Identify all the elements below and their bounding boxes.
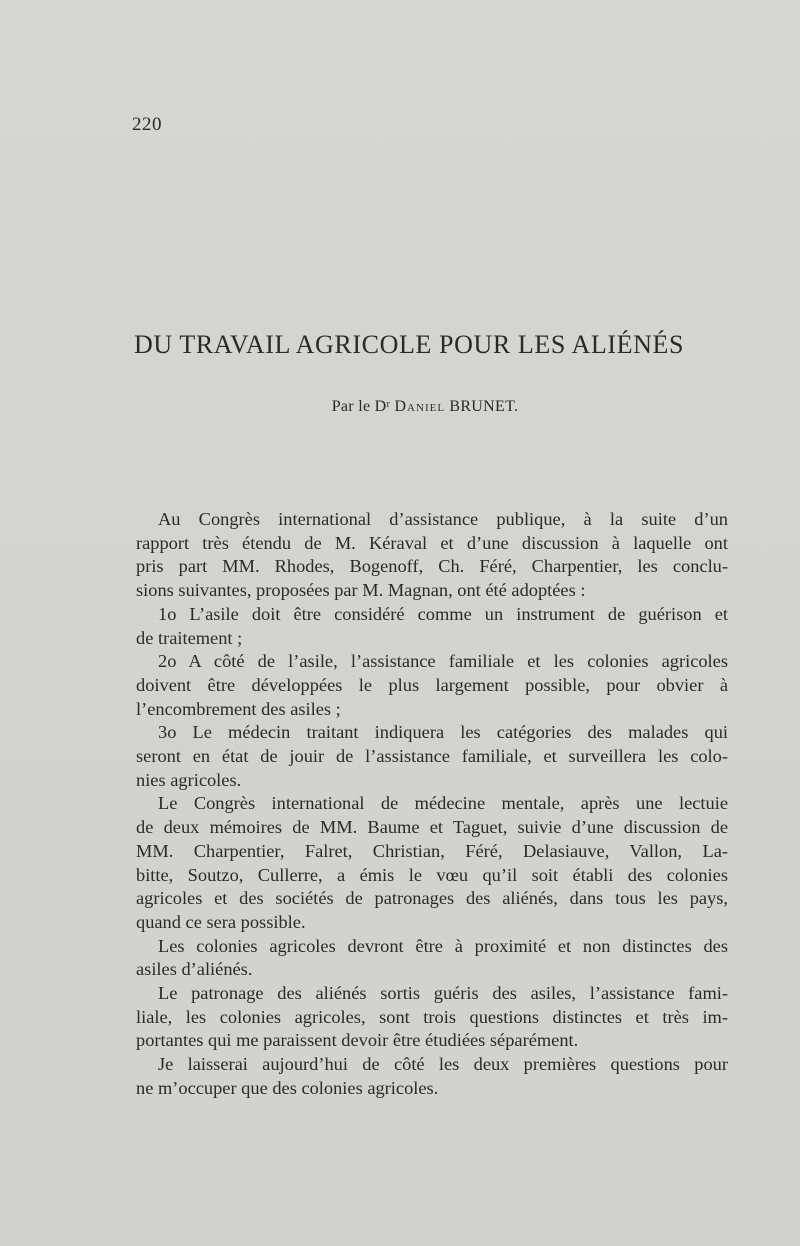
text-line: 2o A côté de l’asile, l’assistance familiale et les colonies agricoles (158, 651, 728, 672)
text-line: 1o L’asile doit être considéré comme un instrument de guérison et (158, 603, 728, 624)
byline (0, 398, 800, 416)
text-line: l’encombrement des asiles ; (136, 698, 341, 719)
text-line: Au Congrès international d’assistance publique, à la suite d’un (158, 509, 728, 529)
byline-prefix: Par le D (331, 398, 387, 415)
text-line: Les colonies agricoles devront être à proximité et non distinctes des (158, 935, 728, 956)
author-first-name: Daniel (394, 398, 446, 415)
text-line: nies agricoles. (136, 769, 242, 790)
text-line: 3o Le médecin traitant indiquera les catégories des malades qui (158, 722, 728, 743)
text-line: doivent être développées le plus largement possible, pour obvier à (136, 674, 728, 695)
body-text (136, 508, 728, 1101)
author-surname: BRUNET. (449, 398, 519, 415)
text-line: bitte, Soutzo, Cullerre, a émis le vœu qu’il soit établi des colonies (136, 864, 728, 885)
text-line: Le patronage des aliénés sortis guéris des asiles, l’assistance fami- (158, 983, 728, 1004)
text-line: MM. Charpentier, Falret, Christian, Féré, Delasiauve, Vallon, La- (136, 840, 728, 861)
page-number: 220 (132, 114, 162, 135)
text-line: rapport très étendu de M. Kéraval et d’une discussion à laquelle ont (136, 532, 728, 553)
text-line: quand ce sera possible. (136, 911, 306, 932)
text-line: asiles d’aliénés. (136, 959, 253, 980)
text-line: seront en état de jouir de l’assistance familiale, et surveillera les colo- (136, 746, 728, 767)
text-line: de traitement ; (136, 627, 243, 648)
text-line: sions suivantes, proposées par M. Magnan, ont été adoptées : (136, 580, 586, 601)
text-line: pris part MM. Rhodes, Bogenoff, Ch. Féré, Charpentier, les conclu- (136, 556, 728, 577)
article-title: DU TRAVAIL AGRICOLE POUR LES ALIÉNÉS (134, 330, 685, 359)
text-line: ne m’occuper que des colonies agricoles. (136, 1077, 439, 1098)
text-line: Je laisserai aujourd’hui de côté les deux premières questions pour (158, 1054, 728, 1075)
text-line: Le Congrès international de médecine mentale, après une lectuie (158, 793, 728, 814)
byline-sup: r (386, 399, 391, 410)
text-line: portantes qui me paraissent devoir être étudiées séparément. (136, 1030, 579, 1051)
text-line: agricoles et des sociétés de patronages des aliénés, dans tous les pays, (136, 888, 728, 909)
text-line: de deux mémoires de MM. Baume et Taguet, suivie d’une discussion de (136, 817, 728, 838)
text-line: liale, les colonies agricoles, sont trois questions distinctes et très im- (136, 1006, 728, 1027)
